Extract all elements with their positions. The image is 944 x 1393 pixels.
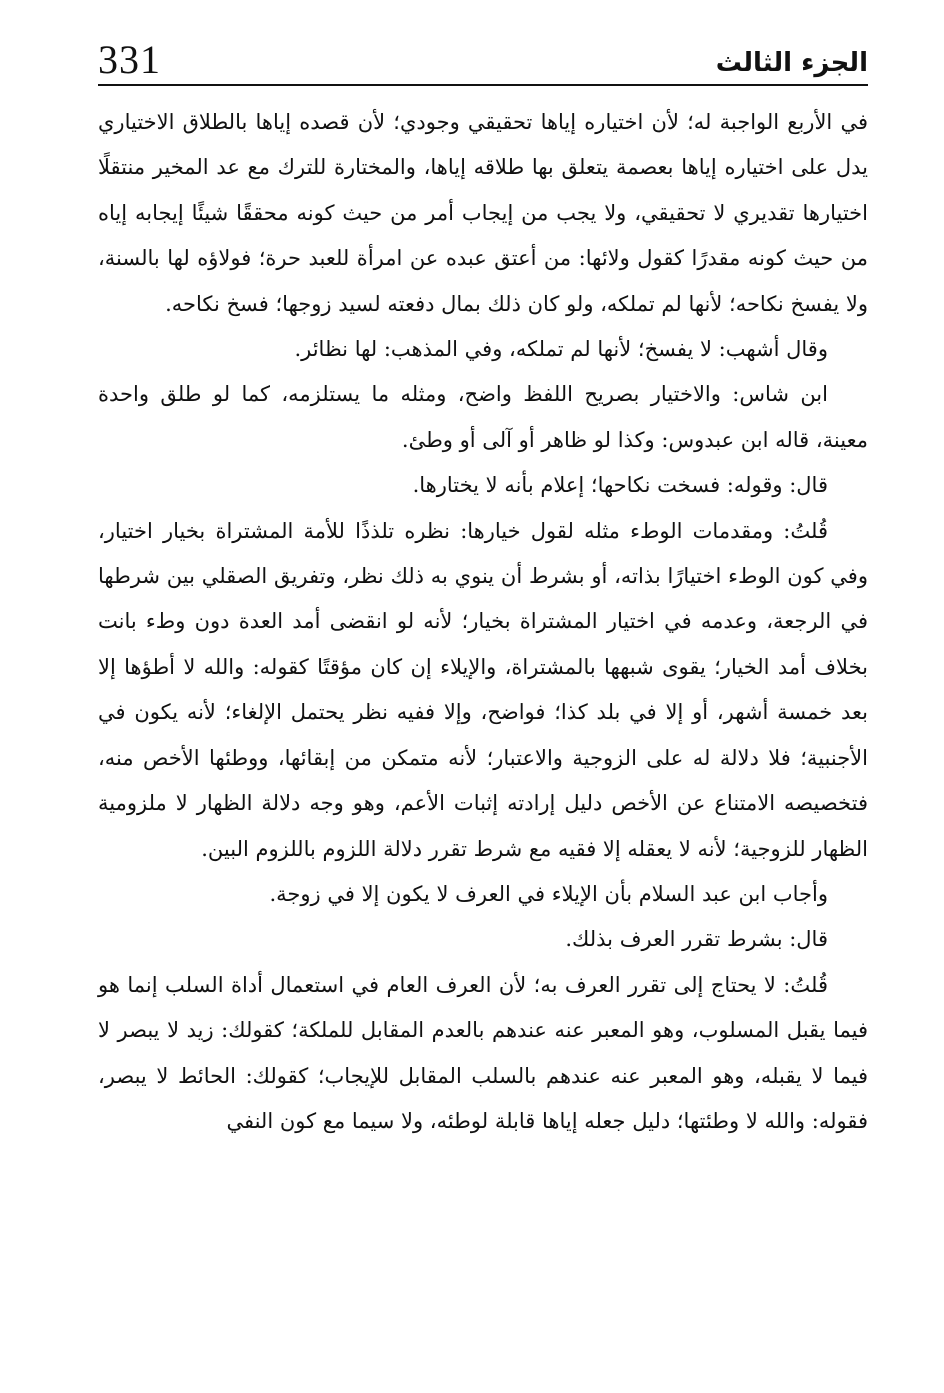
paragraph: قال: بشرط تقرر العرف بذلك. [565, 927, 828, 952]
paragraph: قُلتُ: ومقدمات الوطء مثله لقول خيارها: نظره تلذذًا للأمة المشتراة بخيار اختيار، وفي كون الوطء اختيارًا بذاته، أو بشرط أن ينوي به ذلك نظر، وتفريق الصقلي بين شرطها في الرجعة، وعدمه في اختيار المشتراة بخيار؛ لأنه لو انقضى أمد العدة دون وطء بانت بخلاف أمد الخيار؛ يقوى شبهها بالمشتراة، والإيلاء إن كان مؤقتًا كقوله: والله لا أطؤها إلا بعد خمسة أشهر، أو إلا في بلد كذا؛ فواضح، وإلا ففيه نظر يحتمل الإلغاء؛ لأنه يكون في الأجنبية؛ فلا دلالة له على الزوجية والاعتبار؛ لأنه متمكن من إبقائها، ووطئها الأخص منه، فتخصيصه الامتناع عن الأخص دليل إرادته إثبات الأعم، وهو وجه دلالة الظهار لا ملزومية الظهار للزوجية؛ لأنه لا يعقله إلا فقيه مع شرط تقرر دلالة اللزوم باللزوم البين. [98, 518, 868, 861]
paragraph: قُلتُ: لا يحتاج إلى تقرر العرف به؛ لأن العرف العام في استعمال أداة السلب إنما هو فيما يقبل المسلوب، وهو المعبر عنه عندهم بالعدم المقابل للملكة؛ كقولك: زيد لا يبصر لا فيما لا يقبله، وهو المعبر عنه عندهم بالسلب المقابل للإيجاب؛ كقولك: الحائط لا يبصر، فقوله: والله لا وطئتها؛ دليل جعله إياها قابلة لوطئه، ولا سيما مع كون النفي [98, 972, 868, 1133]
header-rule [98, 84, 868, 86]
paragraph: وقال أشهب: لا يفسخ؛ لأنها لم تملكه، وفي المذهب: لها نظائر. [294, 337, 828, 362]
paragraph: وأجاب ابن عبد السلام بأن الإيلاء في العرف لا يكون إلا في زوجة. [269, 881, 828, 906]
body-text [98, 100, 868, 1144]
page-header [98, 30, 868, 80]
paragraph: ابن شاس: والاختيار بصريح اللفظ واضح، ومثله ما يستلزمه، كما لو طلق واحدة معينة، قاله ابن عبدوس: وكذا لو ظاهر أو آلى أو وطئ. [98, 382, 868, 452]
page-number: 331 [98, 37, 161, 82]
paragraph: قال: وقوله: فسخت نكاحها؛ إعلام بأنه لا يختارها. [412, 473, 828, 498]
paragraph: في الأربع الواجبة له؛ لأن اختياره إياها تحقيقي وجودي؛ لأن قصده إياها بالطلاق الاختياري يدل على اختياره إياها بعصمة يتعلق بها طلاقه إياها، والمختارة للترك مع عد المخير منتقلًا اختيارها تقديري لا تحقيقي، ولا يجب من إيجاب أمر من حيث كونه محققًا شيئًا إيجابه إياه من حيث كونه مقدرًا كقول ولائها: من أعتق عبده عن امرأة للعبد حرة؛ فولاؤه لها بالسنة، ولا يفسخ نكاحه؛ لأنها لم تملكه، ولو كان ذلك بمال دفعته لسيد زوجها؛ فسخ نكاحه. [98, 110, 869, 316]
running-title: الجزء الثالث [715, 48, 868, 78]
